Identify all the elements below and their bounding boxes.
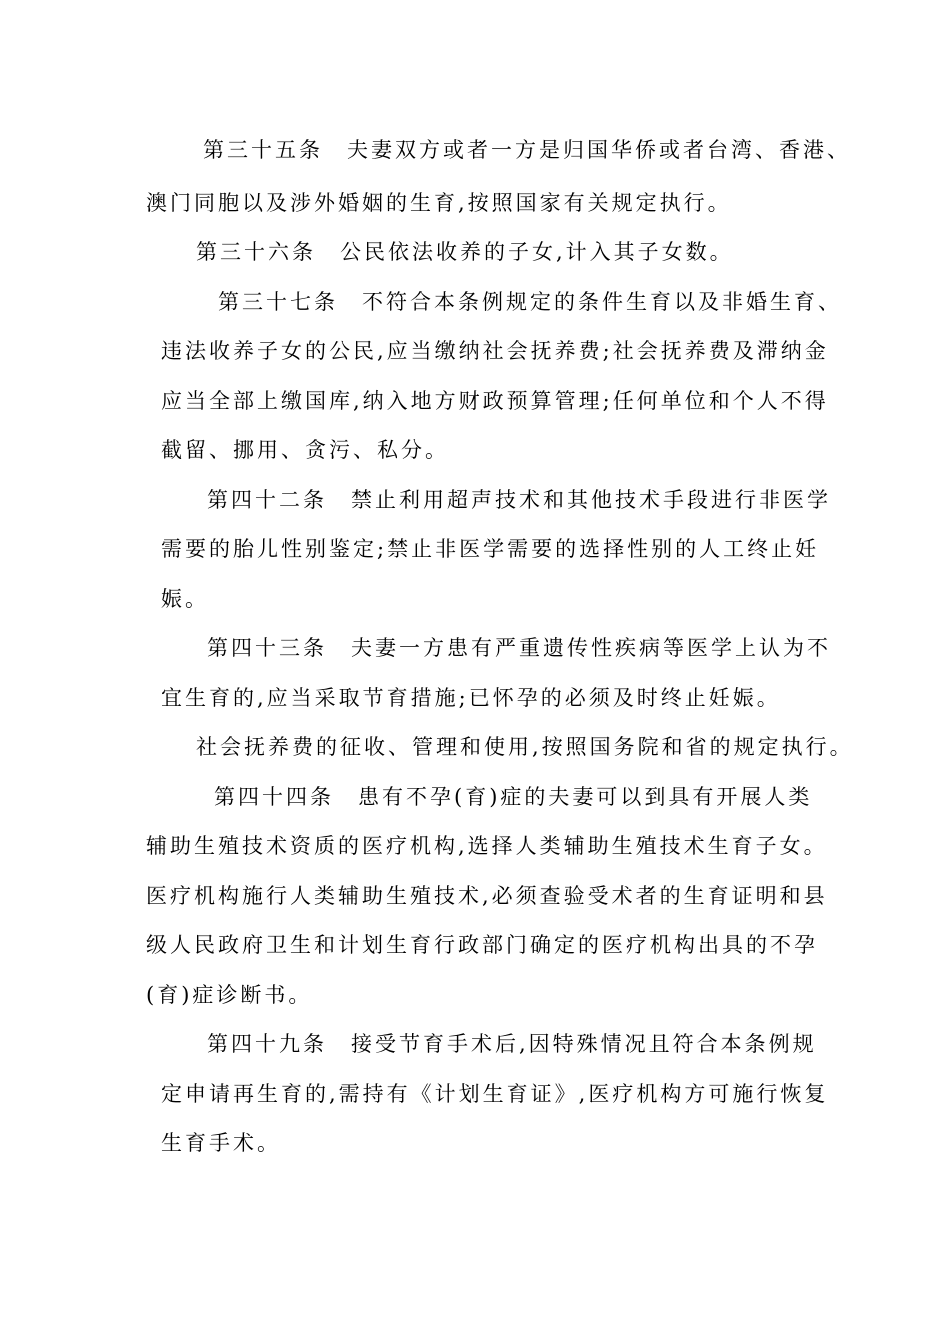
article-49-line-3: 生育手术。: [161, 1131, 281, 1155]
article-42-line-2: 需要的胎儿性别鉴定;禁止非医学需要的选择性别的人工终止妊: [161, 537, 820, 561]
article-37-line-3: 应当全部上缴国库,纳入地方财政预算管理;任何单位和个人不得: [161, 389, 829, 413]
article-35-line-1: 第三十五条 夫妻双方或者一方是归国华侨或者台湾、香港、: [203, 138, 851, 162]
article-44-line-3: 医疗机构施行人类辅助生殖技术,必须查验受术者的生育证明和县: [146, 884, 828, 908]
social-fee-line: 社会抚养费的征收、管理和使用,按照国务院和省的规定执行。: [196, 735, 854, 759]
article-44-line-5: (育)症诊断书。: [146, 983, 313, 1007]
article-37-line-4: 截留、挪用、贪污、私分。: [161, 438, 449, 462]
article-36-line-1: 第三十六条 公民依法收养的子女,计入其子女数。: [196, 240, 734, 264]
article-44-line-4: 级人民政府卫生和计划生育行政部门确定的医疗机构出具的不孕: [146, 933, 818, 957]
article-42-line-3: 娠。: [161, 587, 209, 611]
article-44-line-1: 第四十四条 患有不孕(育)症的夫妻可以到具有开展人类: [214, 785, 813, 809]
article-43-line-2: 宜生育的,应当采取节育措施;已怀孕的必须及时终止妊娠。: [161, 686, 781, 710]
article-44-line-2: 辅助生殖技术资质的医疗机构,选择人类辅助生殖技术生育子女。: [146, 834, 828, 858]
article-35-line-2: 澳门同胞以及涉外婚姻的生育,按照国家有关规定执行。: [146, 191, 732, 215]
article-49-line-2: 定申请再生育的,需持有《计划生育证》,医疗机构方可施行恢复: [161, 1082, 829, 1106]
article-43-line-1: 第四十三条 夫妻一方患有严重遗传性疾病等医学上认为不: [207, 636, 831, 660]
article-37-line-1: 第三十七条 不符合本条例规定的条件生育以及非婚生育、: [218, 290, 842, 314]
article-42-line-1: 第四十二条 禁止利用超声技术和其他技术手段进行非医学: [207, 488, 831, 512]
article-37-line-2: 违法收养子女的公民,应当缴纳社会抚养费;社会抚养费及滞纳金: [161, 339, 829, 363]
article-49-line-1: 第四十九条 接受节育手术后,因特殊情况且符合本条例规: [207, 1032, 817, 1056]
